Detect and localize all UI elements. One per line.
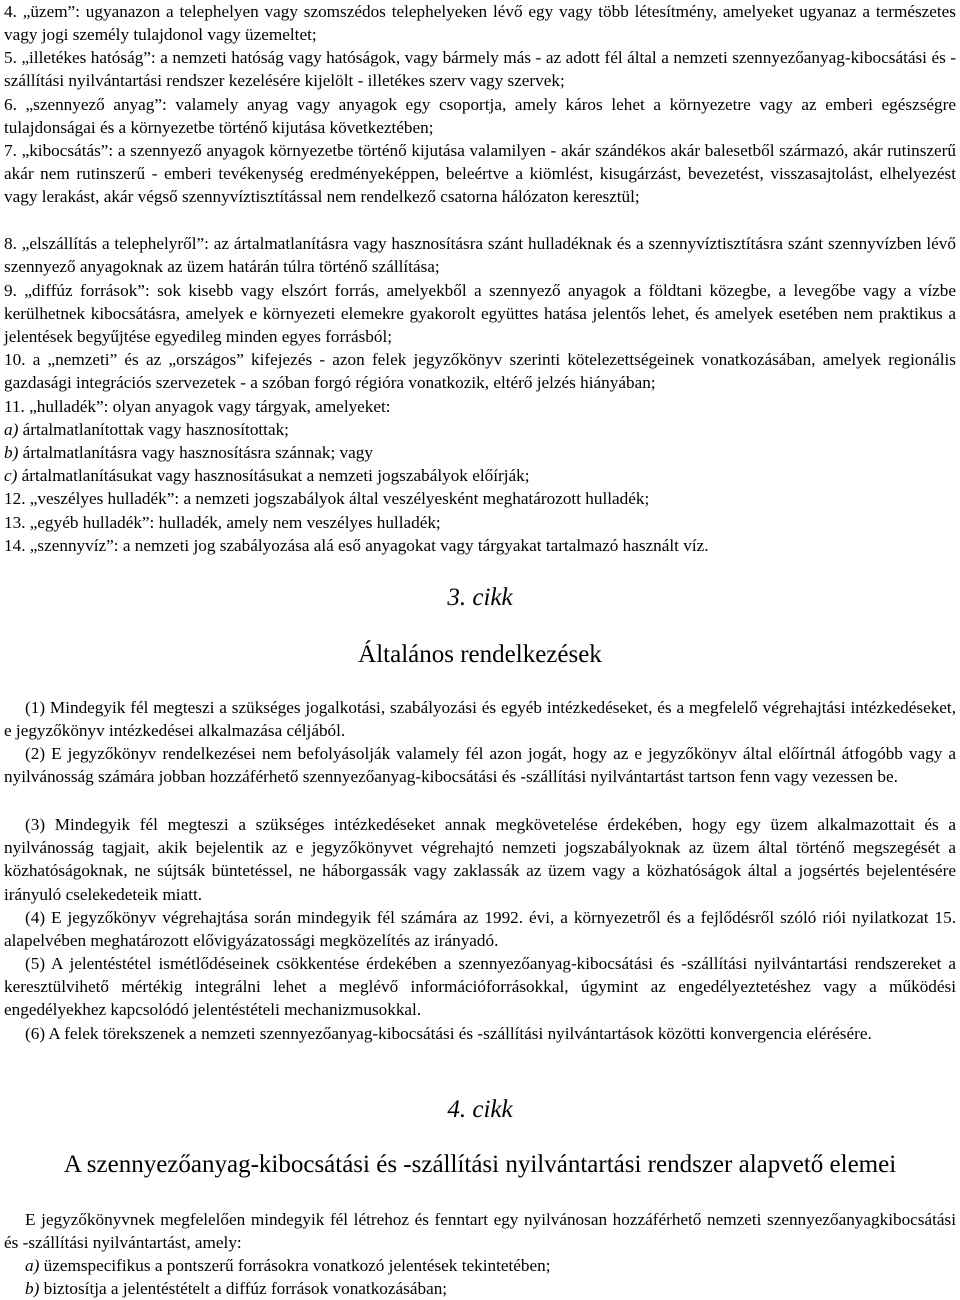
item-letter: b) <box>4 443 19 462</box>
item-letter: c) <box>4 466 18 485</box>
definition-5: 5. „illetékes hatóság”: a nemzeti hatóság vagy hatóságok, vagy bármely más - az adott fél által a nemzeti szennyezőanyag-kibocsátási és -szállítási nyilvántartási rendszer kezelésére kijelölt - illetékes szerv vagy szervek; <box>4 48 956 91</box>
article-3-title: Általános rendelkezések <box>358 641 602 668</box>
article-3-number: 3. cikk <box>447 584 513 611</box>
definition-8: 8. „elszállítás a telephelyről”: az ártalmatlanításra vagy hasznosításra szánt hulladéknak és a szennyvíztisztításra szánt szennyvízben lévő szennyező anyagoknak az üzem határán túlra történő szállítása; <box>4 234 956 277</box>
article-3-paragraph-1: (1) Mindegyik fél megteszi a szükséges jogalkotási, szabályozási és egyéb intézkedéseket, és a megfelelő végrehajtási intézkedéseket, e jegyzőkönyv intézkedései alkalmazása céljából. <box>4 698 956 741</box>
definition-14: 14. „szennyvíz”: a nemzeti jog szabályozása alá eső anyagokat vagy tárgyakat tartalmazó használt víz. <box>4 536 709 555</box>
waste-item-a <box>4 418 956 441</box>
article-4-number: 4. cikk <box>447 1096 513 1123</box>
item-letter: b) <box>25 1279 40 1298</box>
item-text: biztosítja a jelentéstételt a diffúz források vonatkozásában; <box>39 1279 448 1298</box>
item-text: üzemspecifikus a pontszerű forrásokra vonatkozó jelentések tekintetében; <box>39 1256 551 1275</box>
article-4-intro: E jegyzőkönyvnek megfelelően mindegyik fél létrehoz és fenntart egy nyilvánosan hozzáférhető nemzeti szennyezőanyagkibocsátási és -szállítási nyilvántartást, amely: <box>4 1210 956 1253</box>
article-4-item-b <box>4 1277 956 1300</box>
article-3-paragraph-6: (6) A felek törekszenek a nemzeti szennyezőanyag-kibocsátási és -szállítási nyilvántartások közötti konvergencia elérésére. <box>25 1024 872 1043</box>
definition-12: 12. „veszélyes hulladék”: a nemzeti jogszabályok által veszélyesként meghatározott hulladék; <box>4 489 650 508</box>
definition-6: 6. „szennyező anyag”: valamely anyag vagy anyagok egy csoportja, amely káros lehet a környezetre vagy az emberi egészségre tulajdonságai és a környezetbe történő kijutása következtében; <box>4 95 956 138</box>
article-4-title: A szennyezőanyag-kibocsátási és -szállítási nyilvántartási rendszer alapvető elemei <box>63 1151 897 1178</box>
definition-10: 10. a „nemzeti” és az „országos” kifejezés - azon felek jegyzőkönyv szerinti kötelezettségeinek vonatkozásában, amelyek regionális gazdasági integrációs szervezetek - a szóban forgó régióra vonatkozik, eltérő jelzés hiányában; <box>4 350 956 393</box>
definition-4: 4. „üzem”: ugyanazon a telephelyen vagy szomszédos telephelyeken lévő egy vagy több létesítmény, amelyeket ugyanaz a természetes vagy jogi személy tulajdonol vagy üzemeltet; <box>4 2 956 45</box>
article-3-paragraph-5: (5) A jelentéstétel ismétlődéseinek csökkentése érdekében a szennyezőanyag-kibocsátási és -szállítási nyilvántartási rendszereket a keresztülvihető mértékig integrálni lehet a meglévő információforrásokkal, úgymint az engedélyeztetéshez vagy a működési engedélyekhez kapcsolódó jelentéstételi mechanizmusokkal. <box>4 954 956 1020</box>
article-3-paragraph-4: (4) E jegyzőkönyv végrehajtása során mindegyik fél számára az 1992. évi, a környezetről és a fejlődésről szóló riói nyilatkozat 15. alapelvében meghatározott elővigyázatossági megközelítés az irányadó. <box>4 908 956 951</box>
definition-7: 7. „kibocsátás”: a szennyező anyagok környezetbe történő kijutása valamilyen - akár szándékos akár balesetből származó, akár rutinszerű akár nem rutinszerű - emberi tevékenység eredményeképpen, beleértve a kiömlést, kisugárzást, bevezetést, visszasajtolást, elhelyezést vagy lerakást, akár végső szennyvíztisztítással nem rendelkező csatorna hálózaton keresztül; <box>4 141 956 207</box>
item-text: ártalmatlanításra vagy hasznosításra szánnak; vagy <box>18 443 373 462</box>
article-4-item-a <box>4 1254 956 1277</box>
definition-13: 13. „egyéb hulladék”: hulladék, amely nem veszélyes hulladék; <box>4 513 441 532</box>
article-3-paragraph-3: (3) Mindegyik fél megteszi a szükséges intézkedéseket annak megkövetelése érdekében, hogy egy üzem alkalmazottait és a nyilvánosság tagjait, akik bejelentik az e jegyzőkönyvet végrehajtó nemzeti jogszabályoknak az üzem által történő megszegését a közhatóságoknak, ne sújtsák büntetéssel, ne háborgassák vagy zaklassák az üzem vagy a közhatóságok által a jogsértés bejelentésére irányuló cselekedeteik miatt. <box>4 815 956 904</box>
waste-item-c <box>4 464 956 487</box>
item-letter: a) <box>25 1256 40 1275</box>
item-letter: a) <box>4 420 19 439</box>
item-text: ártalmatlanításukat vagy hasznosításukat a nemzeti jogszabályok előírják; <box>17 466 530 485</box>
waste-item-b <box>4 441 956 464</box>
definition-11: 11. „hulladék”: olyan anyagok vagy tárgyak, amelyeket: <box>4 397 391 416</box>
definition-9: 9. „diffúz források”: sok kisebb vagy elszórt forrás, amelyekből a szennyező anyagok a földtani közegbe, a levegőbe vagy a vízbe kerülhetnek kibocsátásra, amelyek e környezeti elemekre gyakorolt együttes hatása jelentős lehet, és amelyek esetében nem praktikus a jelentések begyűjtése egyedileg minden egyes forrásból; <box>4 281 956 347</box>
item-text: ártalmatlanítottak vagy hasznosítottak; <box>18 420 289 439</box>
article-3-paragraph-2: (2) E jegyzőkönyv rendelkezései nem befolyásolják valamely fél azon jogát, hogy az e jegyzőkönyv által előírtnál átfogóbb vagy a nyilvánosság számára jobban hozzáférhető szennyezőanyag-kibocsátási és -szállítási nyilvántartást tartson fenn vagy vezessen be. <box>4 744 956 787</box>
